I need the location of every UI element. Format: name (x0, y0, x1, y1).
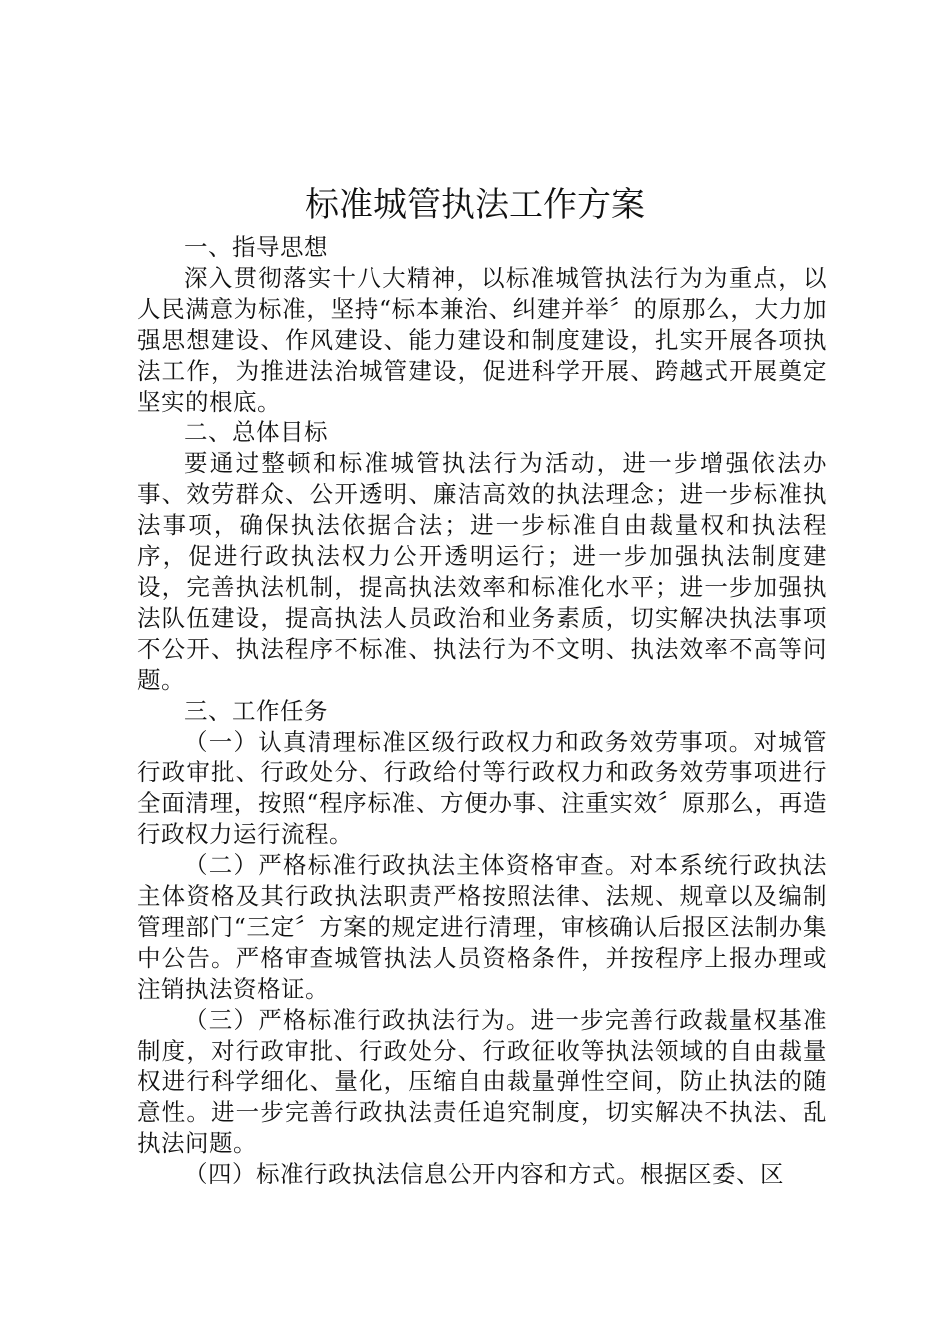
paragraph-task-3: （三）严格标准行政执法行为。进一步完善行政裁量权基准制度，对行政审批、行政处分、行政征收等执法领域的自由裁量权进行科学细化、量化，压缩自由裁量弹性空间，防止执法的随意性。进一步完善行政执法责任追究制度，切实解决不执法、乱执法问题。 (137, 1005, 827, 1158)
section-heading-overall-goal: 二、总体目标 (184, 418, 328, 447)
section-heading-work-tasks: 三、工作任务 (184, 696, 328, 725)
paragraph-overall-goal: 要通过整顿和标准城管执法行为活动，进一步增强依法办事、效劳群众、公开透明、廉洁高效的执法理念；进一步标准执法事项，确保执法依据合法；进一步标准自由裁量权和执法程序，促进行政执法权力公开透明运行；进一步加强执法制度建设，完善执法机制，提高执法效率和标准化水平；进一步加强执法队伍建设，提高执法人员政治和业务素质，切实解决执法事项不公开、执法程序不标准、执法行为不文明、执法效率不高等问题。 (137, 449, 827, 694)
paragraph-task-1: （一）认真清理标准区级行政权力和政务效劳事项。对城管行政审批、行政处分、行政给付等行政权力和政务效劳事项进行全面清理，按照“程序标准、方便办事、注重实效〞原那么，再造行政权力运行流程。 (137, 727, 827, 849)
section-heading-guiding-ideology: 一、指导思想 (184, 233, 328, 261)
paragraph-guiding-ideology: 深入贯彻落实十八大精神，以标准城管执法行为为重点，以人民满意为标准，坚持“标本兼治、纠建并举〞的原那么，大力加强思想建设、作风建设、能力建设和制度建设，扎实开展各项执法工作，为推进法治城管建设，促进科学开展、跨越式开展奠定坚实的根底。 (137, 263, 827, 416)
document-title: 标准城管执法工作方案 (305, 185, 645, 225)
paragraph-task-4: （四）标准行政执法信息公开内容和方式。根据区委、区 (184, 1160, 784, 1189)
paragraph-task-2: （二）严格标准行政执法主体资格审查。对本系统行政执法主体资格及其行政执法职责严格按照法律、法规、规章以及编制管理部门“三定〞方案的规定进行清理，审核确认后报区法制办集中公告。严格审查城管执法人员资格条件，并按程序上报办理或注销执法资格证。 (137, 851, 827, 1003)
document-body (137, 232, 827, 1190)
